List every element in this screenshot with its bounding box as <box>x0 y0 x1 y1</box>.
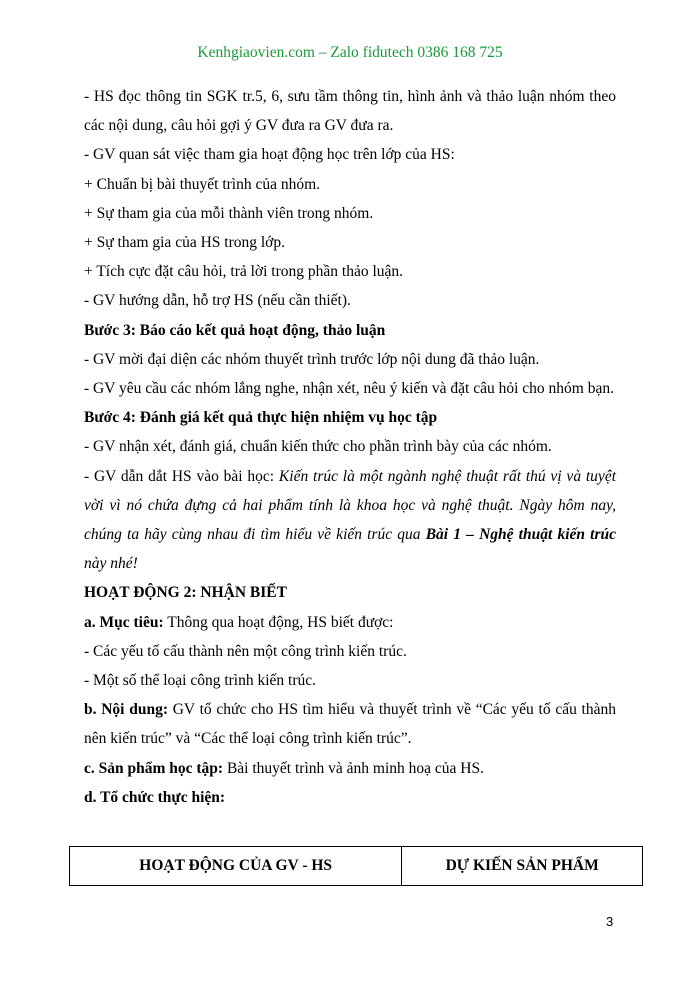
paragraph: - GV quan sát việc tham gia hoạt động học trên lớp của HS: <box>84 146 455 164</box>
step-4-heading: Bước 4: Đánh giá kết quả thực hiện nhiệm vụ học tập <box>84 409 438 427</box>
intro-lead: - GV dẫn dắt HS vào bài học: <box>84 467 279 485</box>
content-text: GV tổ chức cho HS tìm hiểu và thuyết trình về “Các yếu tố cấu thành nên kiến trúc” và “Các thể loại công trình kiến trúc”. <box>84 701 616 748</box>
paragraph: - Các yếu tố cấu thành nên một công trình kiến trúc. <box>84 642 407 660</box>
paragraph: - Một số thể loại công trình kiến trúc. <box>84 672 317 690</box>
intro-quote: Kiến trúc là một ngành nghệ thuật rất thú vị và tuyệt vời vì nó chứa đựng cả hai phẩm tính là khoa học và nghệ thuật. Ngày hôm nay, chúng ta hãy cùng nhau đi tìm hiểu về kiến trúc qua <box>84 467 617 544</box>
product-label: c. Sản phẩm học tập: <box>84 759 224 777</box>
activity-table <box>69 846 643 886</box>
intro-paragraph <box>84 462 616 579</box>
table-header-row <box>70 847 643 886</box>
content-label: b. Nội dung: <box>84 701 168 719</box>
product-text: Bài thuyết trình và ảnh minh hoạ của HS. <box>223 759 484 777</box>
objective-label: a. Mục tiêu: <box>84 613 164 631</box>
step-3-heading: Bước 3: Báo cáo kết quả hoạt động, thảo luận <box>84 321 386 339</box>
organization-heading: d. Tổ chức thực hiện: <box>84 788 226 806</box>
product-line <box>84 754 616 783</box>
table-header-activities: HOẠT ĐỘNG CỦA GV - HS <box>70 847 402 886</box>
list-item: + Chuẩn bị bài thuyết trình của nhóm. <box>84 175 321 193</box>
intro-tail: này nhé! <box>84 555 138 573</box>
activity-2-heading: HOẠT ĐỘNG 2: NHẬN BIẾT <box>84 584 287 602</box>
content-line <box>84 695 616 753</box>
table-header-products: DỰ KIẾN SẢN PHẨM <box>402 847 643 886</box>
document-body <box>84 82 616 812</box>
objective-line <box>84 608 616 637</box>
list-item: + Sự tham gia của HS trong lớp. <box>84 234 285 252</box>
paragraph: - GV mời đại diện các nhóm thuyết trình trước lớp nội dung đã thảo luận. <box>84 350 540 368</box>
page-header: Kenhgiaovien.com – Zalo fidutech 0386 168 725 <box>197 44 503 61</box>
list-item: + Tích cực đặt câu hỏi, trả lời trong phần thảo luận. <box>84 263 404 281</box>
paragraph: - GV yêu cầu các nhóm lắng nghe, nhận xét, nêu ý kiến và đặt câu hỏi cho nhóm bạn. <box>84 380 614 398</box>
lesson-title: Bài 1 – Nghệ thuật kiến trúc <box>425 526 616 544</box>
page-number: 3 <box>606 914 614 929</box>
paragraph: - HS đọc thông tin SGK tr.5, 6, sưu tầm thông tin, hình ảnh và thảo luận nhóm theo các nội dung, câu hỏi gợi ý GV đưa ra GV đưa ra. <box>84 88 616 135</box>
paragraph: - GV hướng dẫn, hỗ trợ HS (nếu cần thiết). <box>84 292 351 310</box>
paragraph: - GV nhận xét, đánh giá, chuẩn kiến thức cho phần trình bày của các nhóm. <box>84 438 552 456</box>
list-item: + Sự tham gia của mỗi thành viên trong nhóm. <box>84 204 374 222</box>
objective-text: Thông qua hoạt động, HS biết được: <box>163 613 394 631</box>
